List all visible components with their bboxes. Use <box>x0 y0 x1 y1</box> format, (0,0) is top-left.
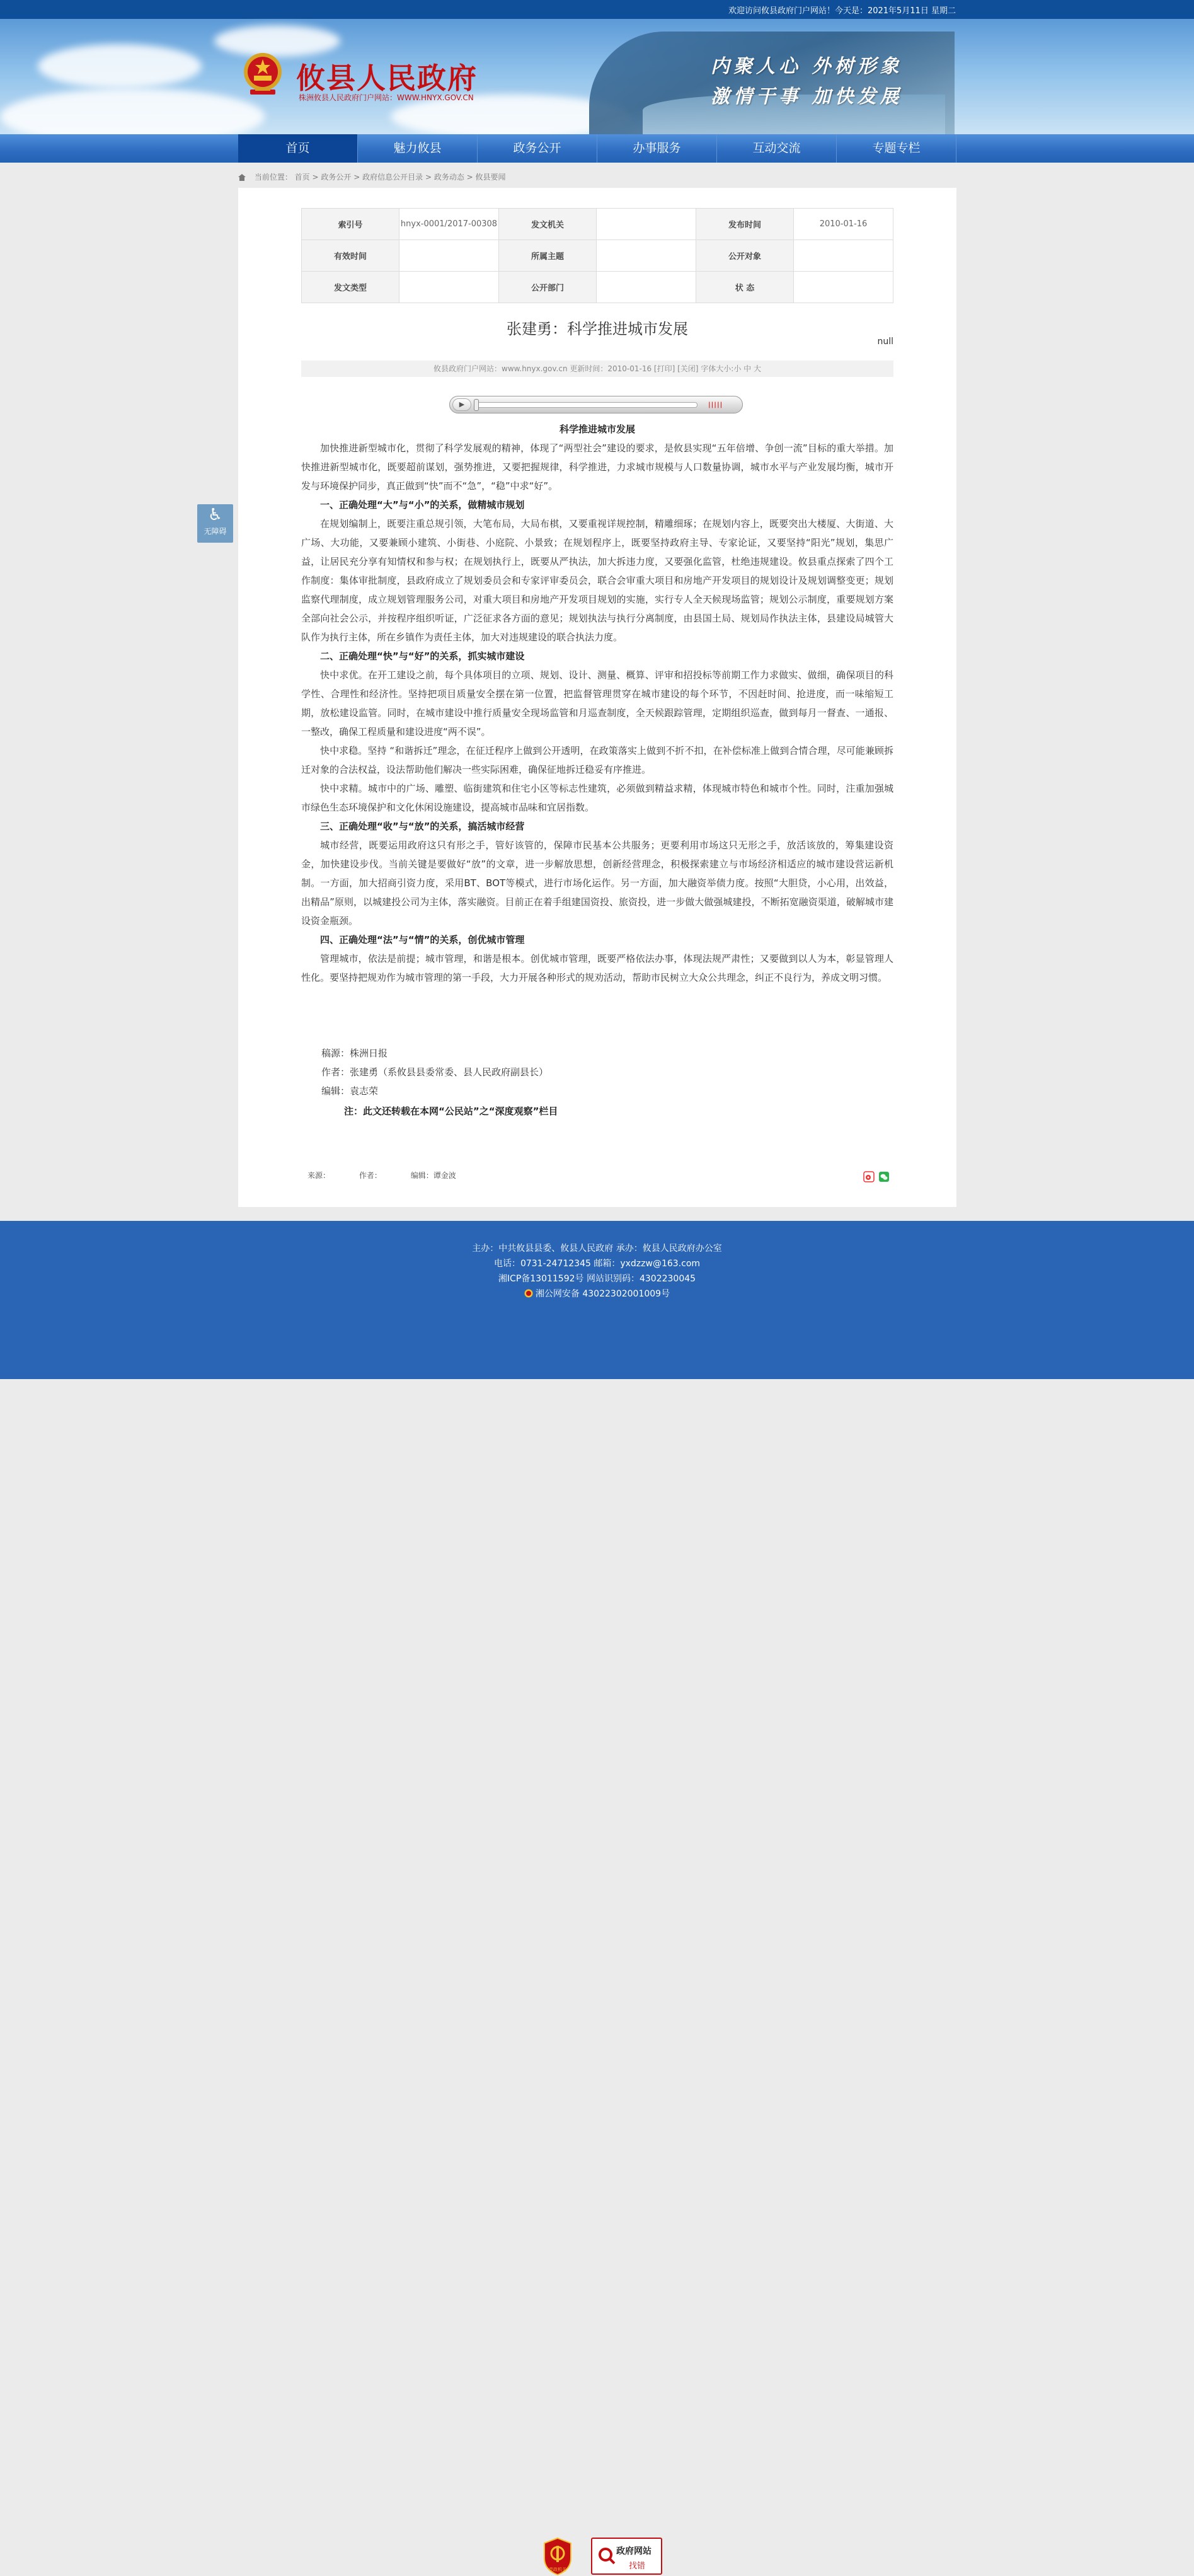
article-paragraph: 加快推进新型城市化，贯彻了科学发展观的精神，体现了“两型社会”建设的要求，是攸县实现“五年倍增、争创一流”目标的重大举措。加快推进新型城市化，既要超前谋划，强势推进，又要把握规律，科学推进，力求城市规模与人口数量协调，城市水平与产业发展均衡，城市开发与环境保护同步，真正做到“快”而不“急”，“稳”中求“好”。 <box>301 442 893 492</box>
credit-editor: 编辑：袁志荣 <box>321 1085 379 1097</box>
party-gov-badge-icon[interactable] <box>542 2537 573 2576</box>
welcome-text: 欢迎访问攸县政府门户网站！今天是：2021年5月11日 星期二 <box>728 6 956 16</box>
meta-value <box>399 272 499 303</box>
meta-value: 2010-01-16 <box>794 209 893 240</box>
article-body <box>301 420 893 987</box>
nav-services[interactable]: 办事服务 <box>597 134 717 163</box>
progress-handle[interactable] <box>474 399 479 411</box>
credit-source: 稿源：株洲日报 <box>321 1048 388 1059</box>
meta-value <box>597 272 696 303</box>
meta-key: 状 态 <box>696 272 794 303</box>
article-credits <box>321 1044 558 1121</box>
wechat-icon[interactable] <box>879 1172 889 1182</box>
header-banner <box>0 19 1194 134</box>
article-paragraph: 城市经营，既要运用政府这只有形之手，管好该管的，保障市民基本公共服务；更要利用市场这只无形之手，放活该放的，筹集建设资金，加快建设步伐。当前关键是要做好“放”的文章，进一步解放思想，创新经营理念，积极探索建立与市场经济相适应的城市建设营运新机制。一方面，加大招商引资力度，采用BT、BOT等模式，进行市场化运作。另一方面，加大融资举债力度。按照“大胆贷，小心用，出效益，出精品”原则，以城建投公司为主体，落实融资。目前正在着手组建国资投、旅资投，进一步做大做强城建投，不断拓宽融资渠道，破解城市建设资金瓶颈。 <box>301 840 893 927</box>
breadcrumb-gov-affairs[interactable]: 政务公开 <box>321 173 352 182</box>
breadcrumb-catalog[interactable]: 政府信息公开目录 <box>362 173 423 182</box>
footer-contact[interactable]: 电话：0731-24712345 邮箱：yxdzzw@163.com <box>493 1259 701 1269</box>
nav-gov-affairs[interactable]: 政务公开 <box>478 134 597 163</box>
null-text: null <box>877 337 893 347</box>
main-nav <box>0 134 1194 163</box>
home-icon <box>238 174 246 181</box>
slogan-line-2: 激情干事 加快发展 <box>711 86 903 108</box>
breadcrumb-sep: > <box>353 173 363 182</box>
footer-source: 来源： <box>307 1171 331 1180</box>
meta-key: 所属主题 <box>499 240 597 272</box>
article-info-bar: 攸县政府门户网站：www.hnyx.gov.cn 更新时间：2010-01-16 [打印] [关闭] 字体大小:小 中 大 <box>301 361 893 377</box>
article-paragraph: 快中求精。城市中的广场、雕塑、临街建筑和住宅小区等标志性建筑，必须做到精益求精，体现城市特色和城市个性。同时，注重加强城市绿色生态环境保护和文化休闲设施建设，提高城市品味和宜居指数。 <box>301 783 893 813</box>
meta-key: 发文机关 <box>499 209 597 240</box>
section-heading: 四、正确处理“法”与“情”的关系，创优城市管理 <box>320 934 525 945</box>
footer-author: 作者： <box>359 1171 382 1180</box>
credit-author: 作者：张建勇（系攸县县委常委、县人民政府副县长） <box>321 1066 549 1078</box>
breadcrumb-news[interactable]: 政务动态 <box>433 173 464 182</box>
article-title: 张建勇：科学推进城市发展 <box>507 320 688 338</box>
article-subtitle: 科学推进城市发展 <box>559 424 635 435</box>
article-paragraph: 快中求稳。坚持 “和谐拆迁”理念，在征迁程序上做到公开透明，在政策落实上做到不折不扣，在补偿标准上做到合情合理，尽可能兼顾拆迁对象的合法权益，设法帮助他们解决一些实际困难，确保征地拆迁稳妥有序推进。 <box>301 745 893 775</box>
site-footer <box>0 1221 1194 2572</box>
nav-charm[interactable]: 魅力攸县 <box>358 134 478 163</box>
police-badge-icon <box>524 1289 533 1298</box>
breadcrumb-label: 当前位置： <box>254 173 292 182</box>
meta-value <box>597 209 696 240</box>
section-heading: 一、正确处理“大”与“小”的关系，做精城市规划 <box>320 499 525 511</box>
site-subtitle: 株洲攸县人民政府门户网站：WWW.HNYX.GOV.CN <box>299 93 474 102</box>
document-meta-table <box>301 208 893 303</box>
accessibility-label: 无障碍 <box>204 527 227 536</box>
meta-value <box>597 240 696 272</box>
article-paragraph: 快中求优。在开工建设之前，每个具体项目的立项、规划、设计、测量、概算、评审和招投标等前期工作力求做实、做细，确保项目的科学性、合理性和经济性。坚持把项目质量安全摆在第一位置，把监督管理贯穿在城市建设的每个环节，不因赶时间、抢进度，而一味缩短工期，放松建设监管。同时，在城市建设中推行质量安全现场监管和月巡查制度，全天候跟踪管理，定期组织巡查，做到每月一督查、一通报、一整改，确保工程质量和建设进度“两不误”。 <box>301 669 893 737</box>
footer-icp[interactable]: 湘ICP备13011592号 网站识别码：4302230045 <box>498 1274 696 1284</box>
footer-police[interactable] <box>0 1286 1194 1302</box>
badge2-title: 政府网站 <box>616 2546 652 2556</box>
article-paragraph: 管理城市，依法是前提；城市管理，和谐是根本。创优城市管理，既要严格依法办事，体现法规严肃性；又要做到以人为本，彰显管理人性化。要坚持把规劝作为城市管理的第一手段，大力开展各种形式的规劝活动，帮助市民树立大众公共理念，纠正不良行为，养成文明习惯。 <box>301 953 893 983</box>
repost-note: 注：此文还转载在本网“公民站”之“深度观察”栏目 <box>344 1106 558 1117</box>
wheelchair-icon: ♿ <box>207 505 223 524</box>
progress-track[interactable] <box>474 402 697 408</box>
accessibility-button[interactable] <box>197 504 233 543</box>
breadcrumb-sep: > <box>425 173 434 182</box>
breadcrumb <box>238 171 506 182</box>
audio-player <box>449 396 743 413</box>
badge2-action: 找错 <box>629 2562 646 2571</box>
volume-icon[interactable]: ||||| <box>708 401 723 408</box>
article-footer-row <box>307 1170 483 1181</box>
meta-key: 公开对象 <box>696 240 794 272</box>
slogan-line-1: 内聚人心 外树形象 <box>711 55 903 78</box>
footer-editor: 编辑：谭金波 <box>410 1171 456 1180</box>
meta-value <box>794 272 893 303</box>
breadcrumb-sep: > <box>466 173 476 182</box>
meta-value: hnyx-0001/2017-00308 <box>399 209 499 240</box>
play-button[interactable]: ▶ <box>452 398 471 411</box>
section-heading: 二、正确处理“快”与“好”的关系，抓实城市建设 <box>320 650 525 662</box>
magnifier-icon <box>597 2546 616 2565</box>
meta-key: 公开部门 <box>499 272 597 303</box>
nav-interaction[interactable]: 互动交流 <box>717 134 837 163</box>
breadcrumb-sep: > <box>312 173 321 182</box>
weibo-icon[interactable] <box>864 1172 874 1182</box>
badge1-label: 党政机关 <box>549 2567 566 2572</box>
meta-key: 发布时间 <box>696 209 794 240</box>
content-panel <box>238 188 956 1207</box>
section-heading: 三、正确处理“收”与“放”的关系，搞活城市经营 <box>320 821 525 832</box>
share-buttons <box>864 1172 889 1182</box>
meta-key: 发文类型 <box>302 272 399 303</box>
site-title: 攸县人民政府 <box>296 61 478 95</box>
breadcrumb-current[interactable]: 攸县要闻 <box>475 173 506 182</box>
gov-site-error-report[interactable] <box>591 2538 662 2575</box>
nav-topics[interactable]: 专题专栏 <box>837 134 956 163</box>
top-bar <box>0 0 1194 19</box>
breadcrumb-home[interactable]: 首页 <box>294 173 310 182</box>
meta-key: 有效时间 <box>302 240 399 272</box>
article-paragraph: 在规划编制上，既要注重总规引领，大笔布局，大局布棋，又要重视详规控制，精雕细琢；在规划内容上，既要突出大楼厦、大街道、大广场、大功能，又要兼顾小建筑、小街巷、小庭院、小景致；在规划程序上，既要坚持政府主导、专家论证，又要坚持“阳光”规划，集思广益，让居民充分享有知情权和参与权；在规划执行上，既要从严执法，加大拆违力度，又要强化监管，杜绝违规建设。攸县重点探索了四个工作制度：集体审批制度，县政府成立了规划委员会和专家评审委员会，联合会审重大项目和房地产开发项目的规划设计及规划调整变更；规划监察代理制度，成立规划管理服务公司，对重大项目和房地产开发项目规划的实施，实行专人全天候现场监管；规划公示制度，重要规划方案全部向社会公示，并按程序组织听证，广泛征求各方面的意见；规划执法与执行分离制度，由县国土局、规划局作执法主体，县建设局城管大队作为执行主体，所在乡镇作为责任主体，加大对违规建设的联合执法力度。 <box>301 518 893 643</box>
meta-value <box>794 240 893 272</box>
meta-value <box>399 240 499 272</box>
footer-police-text: 湘公网安备 43022302001009号 <box>535 1289 670 1299</box>
national-emblem-icon <box>241 52 284 97</box>
footer-sponsor: 主办：中共攸县县委、攸县人民政府 承办：攸县人民政府办公室 <box>472 1244 722 1254</box>
meta-key: 索引号 <box>302 209 399 240</box>
nav-home[interactable]: 首页 <box>238 134 358 163</box>
